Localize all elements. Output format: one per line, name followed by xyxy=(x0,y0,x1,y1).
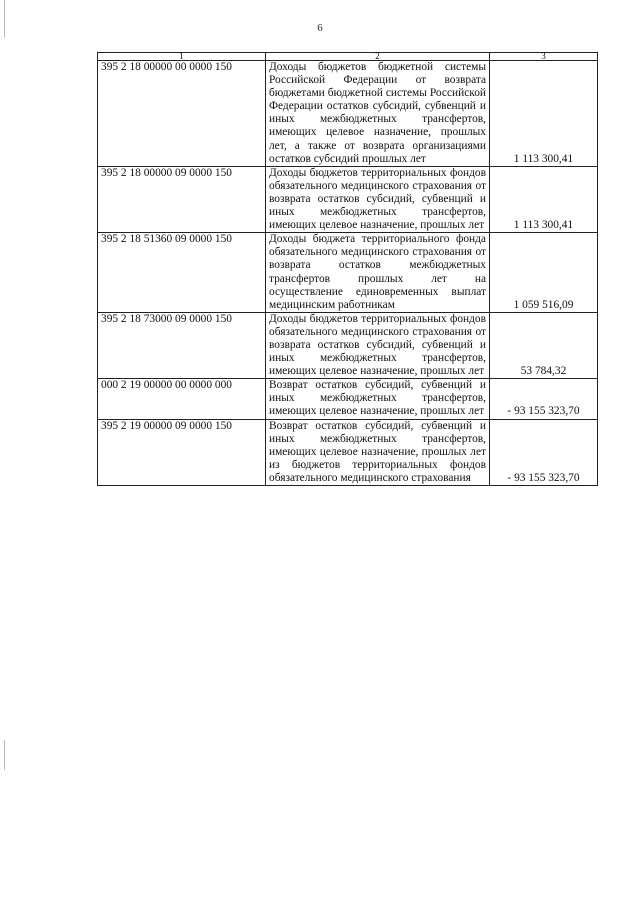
row-description: Доходы бюджета территориального фонда обязательного медицинского страхования от возврата остатков межбюджетных трансфертов прошлых лет на осуществление единовременных выплат медицинским работникам xyxy=(266,233,490,313)
page-number: 6 xyxy=(317,22,323,34)
row-code: 395 2 18 00000 09 0000 150 xyxy=(98,166,266,232)
row-amount: - 93 155 323,70 xyxy=(490,379,598,419)
row-description: Возврат остатков субсидий, субвенций и иных межбюджетных трансфертов, имеющих целевое назначение, прошлых лет xyxy=(266,379,490,419)
row-code: 395 2 18 51360 09 0000 150 xyxy=(98,233,266,313)
table-row xyxy=(98,312,598,378)
row-description: Доходы бюджетов территориальных фондов обязательного медицинского страхования от возврата остатков субсидий, субвенций и иных межбюджетных трансфертов, имеющих целевое назначение, прошлых лет xyxy=(266,312,490,378)
table-row xyxy=(98,419,598,485)
budget-table xyxy=(97,52,598,486)
column-header-amount: 3 xyxy=(490,53,598,61)
row-amount: 1 113 300,41 xyxy=(490,61,598,167)
row-code: 000 2 19 00000 00 0000 000 xyxy=(98,379,266,419)
row-amount: 1 059 516,09 xyxy=(490,233,598,313)
row-code: 395 2 18 73000 09 0000 150 xyxy=(98,312,266,378)
column-header-description: 2 xyxy=(266,53,490,61)
table-header-row xyxy=(98,53,598,61)
row-amount: 1 113 300,41 xyxy=(490,166,598,232)
row-code: 395 2 19 00000 09 0000 150 xyxy=(98,419,266,485)
row-code: 395 2 18 00000 00 0000 150 xyxy=(98,61,266,167)
row-amount: - 93 155 323,70 xyxy=(490,419,598,485)
row-amount: 53 784,32 xyxy=(490,312,598,378)
row-description: Возврат остатков субсидий, субвенций и иных межбюджетных трансфертов, имеющих целевое назначение, прошлых лет из бюджетов территориальных фондов обязательного медицинского страхования xyxy=(266,419,490,485)
scan-edge-mark xyxy=(4,740,5,770)
row-description: Доходы бюджетов территориальных фондов обязательного медицинского страхования от возврата остатков субсидий, субвенций и иных межбюджетных трансфертов, имеющих целевое назначение, прошлых лет xyxy=(266,166,490,232)
table-row xyxy=(98,379,598,419)
table-row xyxy=(98,61,598,167)
column-header-code: 1 xyxy=(98,53,266,61)
table-row xyxy=(98,233,598,313)
row-description: Доходы бюджетов бюджетной системы Российской Федерации от возврата бюджетами бюджетной системы Российской Федерации остатков субсидий, субвенций и иных межбюджетных трансфертов, имеющих целевое назначение, прошлых лет, а также от возврата организациями остатков субсидий прошлых лет xyxy=(266,61,490,167)
table-row xyxy=(98,166,598,232)
